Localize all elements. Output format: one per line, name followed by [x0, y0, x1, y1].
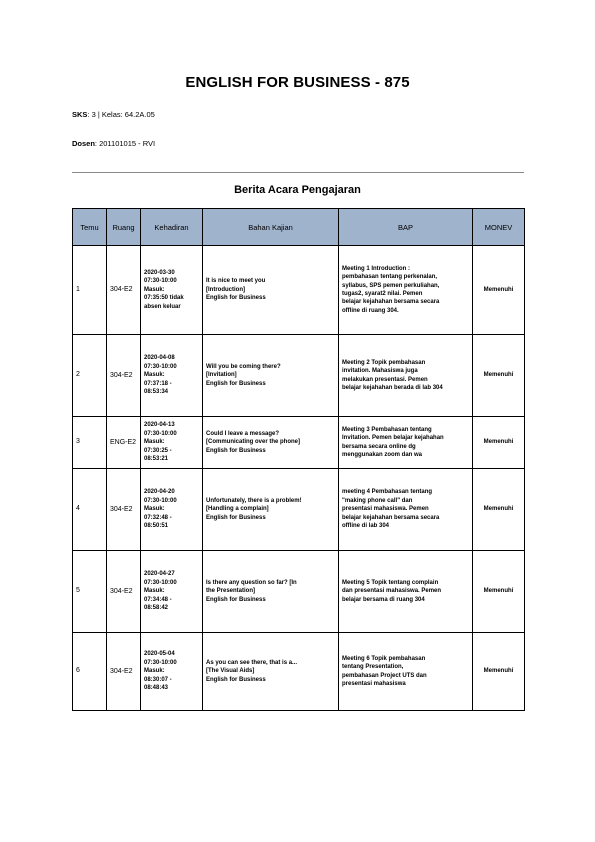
cell-bap [339, 469, 473, 551]
kehadiran-line: 07:37:18 - [144, 380, 172, 387]
header-temu: Temu [73, 209, 107, 246]
bap-line: offline di ruang 304. [342, 307, 399, 314]
cell-kehadiran [141, 551, 203, 633]
kehadiran-line: 2020-04-08 [144, 355, 175, 362]
cell-bap [339, 417, 473, 469]
sks-label: SKS [72, 110, 88, 119]
bap-line: Meeting 1 Introduction : [342, 265, 410, 272]
cell-temu: 3 [73, 417, 107, 469]
kehadiran-line: absen keluar [144, 303, 181, 310]
kehadiran-line: 08:50:51 [144, 523, 169, 530]
dosen-line [72, 139, 155, 148]
kehadiran-line: 2020-04-27 [144, 571, 175, 578]
dosen-value: : 201101015 - RVI [94, 139, 156, 148]
bahan-line: English for Business [206, 514, 266, 521]
bap-line: belajar kejahahan bersama secara [342, 299, 440, 306]
cell-monev: Memenuhi [473, 246, 525, 335]
bahan-line: English for Business [206, 380, 266, 387]
table-header-row [73, 209, 525, 246]
bap-line: meeting 4 Pembahasan tentang [342, 489, 433, 496]
sks-line [72, 110, 155, 119]
bap-line: presentasi mahasiswa [342, 680, 406, 687]
cell-bap [339, 246, 473, 335]
cell-ruang: 304-E2 [107, 335, 141, 417]
bap-line: melakukan presentasi. Pemen [342, 376, 428, 383]
kehadiran-line: Masuk: [144, 372, 165, 379]
kehadiran-line: 07:34:48 - [144, 596, 172, 603]
table-row [73, 335, 525, 417]
cell-bap [339, 551, 473, 633]
cell-kehadiran [141, 469, 203, 551]
cell-monev: Memenuhi [473, 633, 525, 711]
table-row [73, 246, 525, 335]
document-title: ENGLISH FOR BUSINESS - 875 [185, 74, 410, 91]
bahan-line: English for Business [206, 447, 266, 454]
cell-ruang: 304-E2 [107, 246, 141, 335]
kehadiran-line: 07:30-10:00 [144, 430, 177, 437]
kehadiran-line: 07:30-10:00 [144, 659, 177, 666]
table-row [73, 551, 525, 633]
kehadiran-line: 07:35:50 tidak [144, 295, 184, 302]
bahan-line: [Invitation] [206, 372, 237, 379]
bahan-line: English for Business [206, 295, 266, 302]
cell-bahan-kajian [203, 417, 339, 469]
kehadiran-line: 07:32:48 - [144, 514, 172, 521]
kehadiran-line: Masuk: [144, 668, 165, 675]
cell-kehadiran [141, 633, 203, 711]
bahan-line: Unfortunately, there is a problem! [206, 497, 302, 504]
cell-bahan-kajian [203, 335, 339, 417]
kehadiran-line: 08:30:07 - [144, 676, 172, 683]
bahan-line: It is nice to meet you [206, 278, 266, 285]
kehadiran-line: Masuk: [144, 286, 165, 293]
bahan-line: English for Business [206, 676, 266, 683]
kehadiran-line: 2020-05-04 [144, 651, 175, 658]
cell-bahan-kajian [203, 551, 339, 633]
bahan-line: [Introduction] [206, 286, 245, 293]
divider [72, 172, 524, 173]
kehadiran-line: Masuk: [144, 506, 165, 513]
bahan-line: the Presentation] [206, 588, 256, 595]
bahan-line: [Handling a complain] [206, 506, 269, 513]
kehadiran-line: 2020-03-30 [144, 269, 175, 276]
bap-line: presentasi mahasiswa. Pemen [342, 506, 429, 513]
bahan-line: Could I leave a message? [206, 430, 280, 437]
bap-line: pembahasan tentang perkenalan, [342, 274, 438, 281]
kehadiran-line: 08:48:43 [144, 685, 169, 692]
cell-ruang: 304-E2 [107, 633, 141, 711]
bap-line: belajar bersama di ruang 304 [342, 596, 425, 603]
header-ruang: Ruang [107, 209, 141, 246]
dosen-label: Dosen [72, 139, 95, 148]
cell-ruang: 304-E2 [107, 469, 141, 551]
bap-line: menggunakan zoom dan wa [342, 451, 423, 458]
bahan-line: [The Visual Aids] [206, 668, 255, 675]
cell-bahan-kajian [203, 633, 339, 711]
cell-bahan-kajian [203, 469, 339, 551]
bahan-line: Is there any question so far? [In [206, 579, 297, 586]
cell-temu: 2 [73, 335, 107, 417]
header-kehadiran: Kehadiran [141, 209, 203, 246]
cell-monev: Memenuhi [473, 551, 525, 633]
bahan-line: As you can see there, that is a... [206, 659, 298, 666]
cell-temu: 5 [73, 551, 107, 633]
bap-table [72, 208, 525, 711]
bap-line: Invitation. Pemen belajar kejahahan [342, 435, 444, 442]
cell-temu: 1 [73, 246, 107, 335]
cell-bap [339, 335, 473, 417]
kehadiran-line: 07:30-10:00 [144, 579, 177, 586]
cell-monev: Memenuhi [473, 335, 525, 417]
kehadiran-line: Masuk: [144, 588, 165, 595]
bap-line: tugas2, syarat2 nilai. Pemen [342, 291, 423, 297]
table-row [73, 633, 525, 711]
bap-line: belajar kejahahan bersama secara [342, 514, 440, 521]
bap-line: Meeting 5 Topik tentang complain [342, 579, 439, 586]
cell-bap [339, 633, 473, 711]
bap-line: Meeting 6 Topik pembahasan [342, 655, 426, 662]
kehadiran-line: 07:30-10:00 [144, 363, 177, 370]
header-monev: MONEV [473, 209, 525, 246]
bap-line: invitation. Mahasiswa juga [342, 368, 418, 375]
cell-ruang: 304-E2 [107, 551, 141, 633]
kehadiran-line: 2020-04-13 [144, 422, 175, 429]
kehadiran-line: 08:53:34 [144, 389, 169, 396]
bahan-line: [Communicating over the phone] [206, 439, 301, 446]
table-row [73, 469, 525, 551]
bahan-line: Will you be coming there? [206, 363, 281, 370]
cell-monev: Memenuhi [473, 417, 525, 469]
bap-line: dan presentasi mahasiswa. Pemen [342, 588, 442, 595]
bap-line: bersama secara online dg [342, 443, 416, 450]
kehadiran-line: Masuk: [144, 439, 165, 446]
bap-line: Meeting 3 Pembahasan tentang [342, 426, 432, 433]
bap-line: Meeting 2 Topik pembahasan [342, 359, 426, 366]
cell-ruang: ENG-E2 [107, 417, 141, 469]
bap-line: syllabus, SPS pemen perkuliahan, [342, 282, 440, 289]
table-row [73, 417, 525, 469]
kehadiran-line: 2020-04-20 [144, 489, 175, 496]
bap-line: pembahasan Project UTS dan [342, 672, 427, 679]
bahan-line: English for Business [206, 596, 266, 603]
header-bap: BAP [339, 209, 473, 246]
kehadiran-line: 08:58:42 [144, 605, 169, 612]
bap-line: belajar kejahahan berada di lab 304 [342, 384, 443, 391]
cell-monev: Memenuhi [473, 469, 525, 551]
cell-bahan-kajian [203, 246, 339, 335]
header-bahan-kajian: Bahan Kajian [203, 209, 339, 246]
kehadiran-line: 07:30-10:00 [144, 497, 177, 504]
kehadiran-line: 08:53:21 [144, 456, 169, 463]
cell-temu: 4 [73, 469, 107, 551]
kehadiran-line: 07:30-10:00 [144, 278, 177, 285]
bap-line: "making phone call" dan [342, 497, 413, 504]
bap-line: tentang Presentation, [342, 664, 404, 671]
sks-value: : 3 | Kelas: 64.2A.05 [87, 110, 155, 119]
cell-kehadiran [141, 335, 203, 417]
section-title: Berita Acara Pengajaran [234, 184, 361, 196]
cell-temu: 6 [73, 633, 107, 711]
cell-kehadiran [141, 417, 203, 469]
kehadiran-line: 07:30:25 - [144, 447, 172, 454]
cell-kehadiran [141, 246, 203, 335]
bap-line: offline di lab 304 [342, 523, 390, 530]
